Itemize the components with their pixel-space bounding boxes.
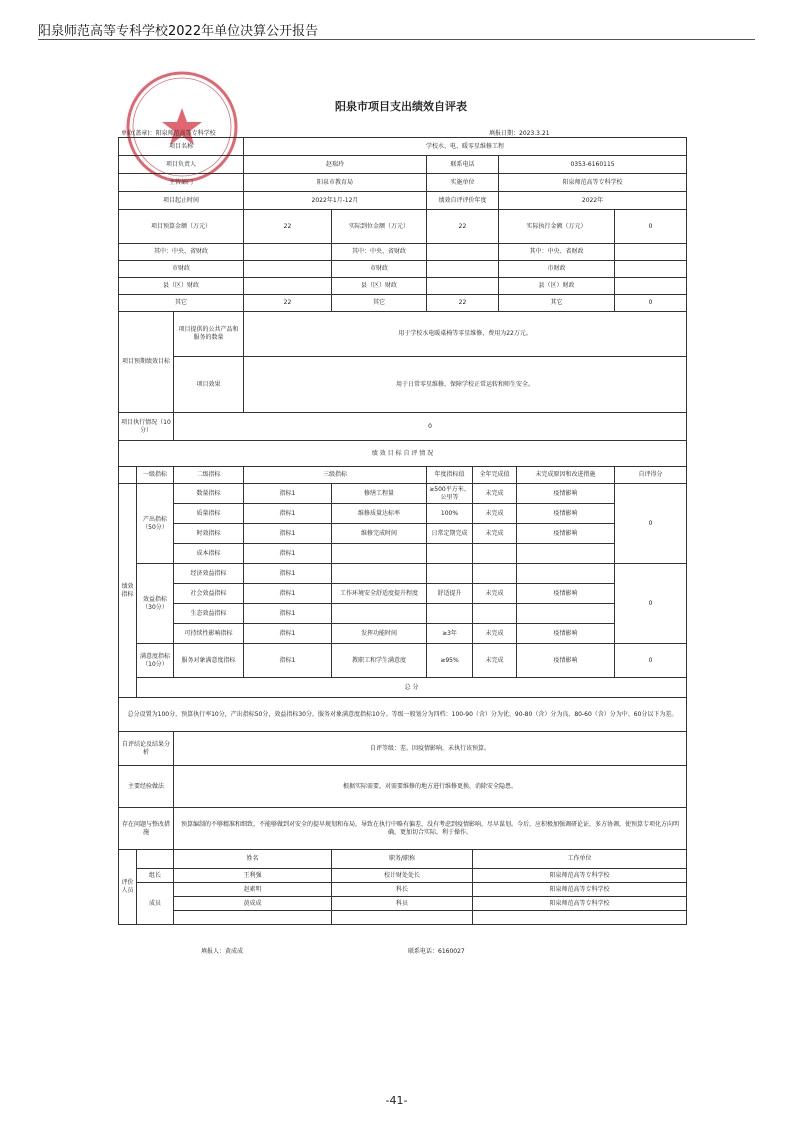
perf-label: 绩效指标 xyxy=(119,484,137,698)
row-section-title xyxy=(119,441,687,467)
cell-label: 县（区）财政 xyxy=(119,278,244,295)
table-row: 黄成成 科员 阳泉师范高等专科学校 xyxy=(119,897,687,911)
other-exec: 0 xyxy=(615,295,687,312)
cell-label: 其中：中央、省财政 xyxy=(119,244,244,261)
benefit-label: 效益指标（30分） xyxy=(137,564,174,644)
page-header-title: 阳泉师范高等专科学校2022年单位决算公开报告 xyxy=(38,24,319,39)
execution-value: 0 xyxy=(174,413,687,441)
output-score: 0 xyxy=(615,484,687,564)
header-name: 姓名 xyxy=(174,850,332,869)
cell-label: 联系电话 xyxy=(427,156,499,174)
row-city xyxy=(119,261,687,278)
table-row: 组长 王利强 校计财处处长 阳泉师范高等专科学校 xyxy=(119,869,687,883)
other-budget: 22 xyxy=(244,295,332,312)
form-title: 阳泉市项目支出绩效自评表 xyxy=(335,100,467,113)
eval-year: 2022年 xyxy=(499,192,687,210)
section-title: 绩 效 目 标 自 评 情 况 xyxy=(119,441,687,467)
output-label: 产出指标（50分） xyxy=(137,484,174,564)
dept: 阳泉市教育局 xyxy=(244,174,427,192)
cell-label: 其它 xyxy=(499,295,615,312)
header-l1: 一级指标 xyxy=(137,467,174,484)
page-number: -41- xyxy=(385,1094,408,1107)
cell-label: 其它 xyxy=(332,295,427,312)
row-problems xyxy=(119,808,687,850)
scoring-note: 总分设置为100分，预算执行率10分，产出指标50分，效益指标30分，服务对象满意度指标10分。等级一般划分为四档：100-90（含）分为优、90-80（含）分为良、80-60（含）分为中、60分以下为差。 xyxy=(119,698,687,732)
actual-amount: 22 xyxy=(427,210,499,244)
row-other xyxy=(119,295,687,312)
cell-label: 项目提供的公共产品和服务的数量 xyxy=(174,312,244,357)
table-row: 成本指标 指标1 xyxy=(119,544,687,564)
row-total xyxy=(119,678,687,698)
cell-label: 市财政 xyxy=(499,261,615,278)
other-actual: 22 xyxy=(427,295,499,312)
row-goal-effect xyxy=(119,357,687,413)
row-period xyxy=(119,192,687,210)
row-indicator-header xyxy=(119,467,687,484)
row-evaluator-header xyxy=(119,850,687,869)
goal-effect: 用于日常零星维修，保障学校正常运转和师生安全。 xyxy=(244,357,687,413)
row-goal-products xyxy=(119,312,687,357)
header-org: 工作单位 xyxy=(473,850,687,869)
cell-label: 项目起止时间 xyxy=(119,192,244,210)
header-title: 职务/职称 xyxy=(332,850,473,869)
row-note xyxy=(119,698,687,732)
experience-value: 根据实际需要，对需要维修的地方进行维修更换，消除安全隐患。 xyxy=(174,766,687,808)
impl-unit: 阳泉师范高等专科学校 xyxy=(499,174,687,192)
row-county xyxy=(119,278,687,295)
cell-label: 项目名称 xyxy=(119,138,244,156)
table-row xyxy=(119,911,687,925)
row-central xyxy=(119,244,687,261)
table-row: 质量指标 指标1 维修质量达标率 100% 未完成 疫情影响 xyxy=(119,504,687,524)
row-experience xyxy=(119,766,687,808)
cell-label: 实际到位金额（万元） xyxy=(332,210,427,244)
benefit-score: 0 xyxy=(615,564,687,644)
cell-label: 其中：中央、省财政 xyxy=(499,244,615,261)
satisfaction-score: 0 xyxy=(615,644,687,678)
cell-label: 项目执行情况（10分） xyxy=(119,413,174,441)
total-label: 总 分 xyxy=(137,678,687,698)
header-score: 自评得分 xyxy=(615,467,687,484)
phone: 0353-6160115 xyxy=(499,156,687,174)
row-leader xyxy=(119,156,687,174)
table-row: 时效指标 指标1 维修完成时间 日常定期完成 未完成 疫情影响 xyxy=(119,524,687,544)
cell-label: 项目预算金额（万元） xyxy=(119,210,244,244)
cell-label: 自评结论及结果分析 xyxy=(119,732,174,766)
problems-value: 预算编制的不够精准和细致，不能够做到对安全的提早规划和布局，导致在执行中略有偏差，没有考虑到疫情影响，尽早谋划。今后，应积极加强调研论证，多方协调，使预算专项化方向明确，更加切合实际，利于操作。 xyxy=(174,808,687,850)
goal-products: 用于学校水电暖桌椅等零星维修，费用为22万元。 xyxy=(244,312,687,357)
cell-label: 主管部门 xyxy=(119,174,244,192)
scanned-form xyxy=(113,68,689,958)
row-funds xyxy=(119,210,687,244)
cell-label: 实施单位 xyxy=(427,174,499,192)
table-row: 成员 赵素明 科长 阳泉师范高等专科学校 xyxy=(119,883,687,897)
cell-label: 市财政 xyxy=(119,261,244,278)
cell-label: 绩效自评评价年度 xyxy=(427,192,499,210)
table-row: 社会效益指标 指标1 工作环境安全舒适度提升程度 舒适提升 未完成 疫情影响 xyxy=(119,584,687,604)
table-row: 满意度指标（10分） 服务对象满意度指标 指标1 教职工和学生满意度 ≥95% 未完成 疫情影响 0 xyxy=(119,644,687,678)
goals-label: 项目预期绩效目标 xyxy=(119,312,174,413)
table-row: 可持续性影响指标 指标1 发挥功能时间 ≥3年 未完成 疫情影响 xyxy=(119,624,687,644)
cell-label: 项目效果 xyxy=(174,357,244,413)
cell-label: 存在问题与整改措施 xyxy=(119,808,174,850)
table-row: 生态效益指标 指标1 xyxy=(119,604,687,624)
header-reason: 未完成原因和改进措施 xyxy=(517,467,615,484)
evaluators-label: 评价人员 xyxy=(119,850,137,925)
header-l2: 二级指标 xyxy=(174,467,244,484)
fill-date: 填报日期：2023.3.21 xyxy=(489,130,550,137)
reporter: 填报人：黄成成 xyxy=(201,948,244,955)
cell-label: 项目负责人 xyxy=(119,156,244,174)
header-done: 全年完成值 xyxy=(473,467,517,484)
project-leader: 赵瑞玲 xyxy=(244,156,427,174)
cell-label: 实际执行金额（万元） xyxy=(499,210,615,244)
evaluation-table xyxy=(118,137,687,925)
satisfaction-label: 满意度指标（10分） xyxy=(137,644,174,678)
cell-label: 主要经验做法 xyxy=(119,766,174,808)
cell-label: 市财政 xyxy=(332,261,427,278)
row-dept xyxy=(119,174,687,192)
cell-label: 县（区）财政 xyxy=(499,278,615,295)
cell-label: 其中：中央、省财政 xyxy=(332,244,427,261)
header-target: 年度指标值 xyxy=(427,467,473,484)
conclusion-value: 自评等级：差。因疫情影响，未执行该预算。 xyxy=(174,732,687,766)
period: 2022年1月-12月 xyxy=(244,192,427,210)
exec-amount: 0 xyxy=(615,210,687,244)
row-project-name xyxy=(119,138,687,156)
header-divider xyxy=(38,39,755,40)
unit-label: 单位(盖章)：阳泉师范高等专科学校 xyxy=(121,130,216,137)
table-row: 绩效指标 产出指标（50分） 数量指标 指标1 修缮工程量 ≥500平方米、公里等 未完成 疫情影响 0 xyxy=(119,484,687,504)
table-row: 效益指标（30分） 经济效益指标 指标1 0 xyxy=(119,564,687,584)
row-execution xyxy=(119,413,687,441)
header-l3: 三级指标 xyxy=(244,467,427,484)
cell-label: 县（区）财政 xyxy=(332,278,427,295)
budget-amount: 22 xyxy=(244,210,332,244)
reporter-contact: 联系电话：6160027 xyxy=(408,948,465,955)
cell-label: 其它 xyxy=(119,295,244,312)
row-conclusion xyxy=(119,732,687,766)
project-name: 学校水、电、暖零星维修工程 xyxy=(244,138,687,156)
